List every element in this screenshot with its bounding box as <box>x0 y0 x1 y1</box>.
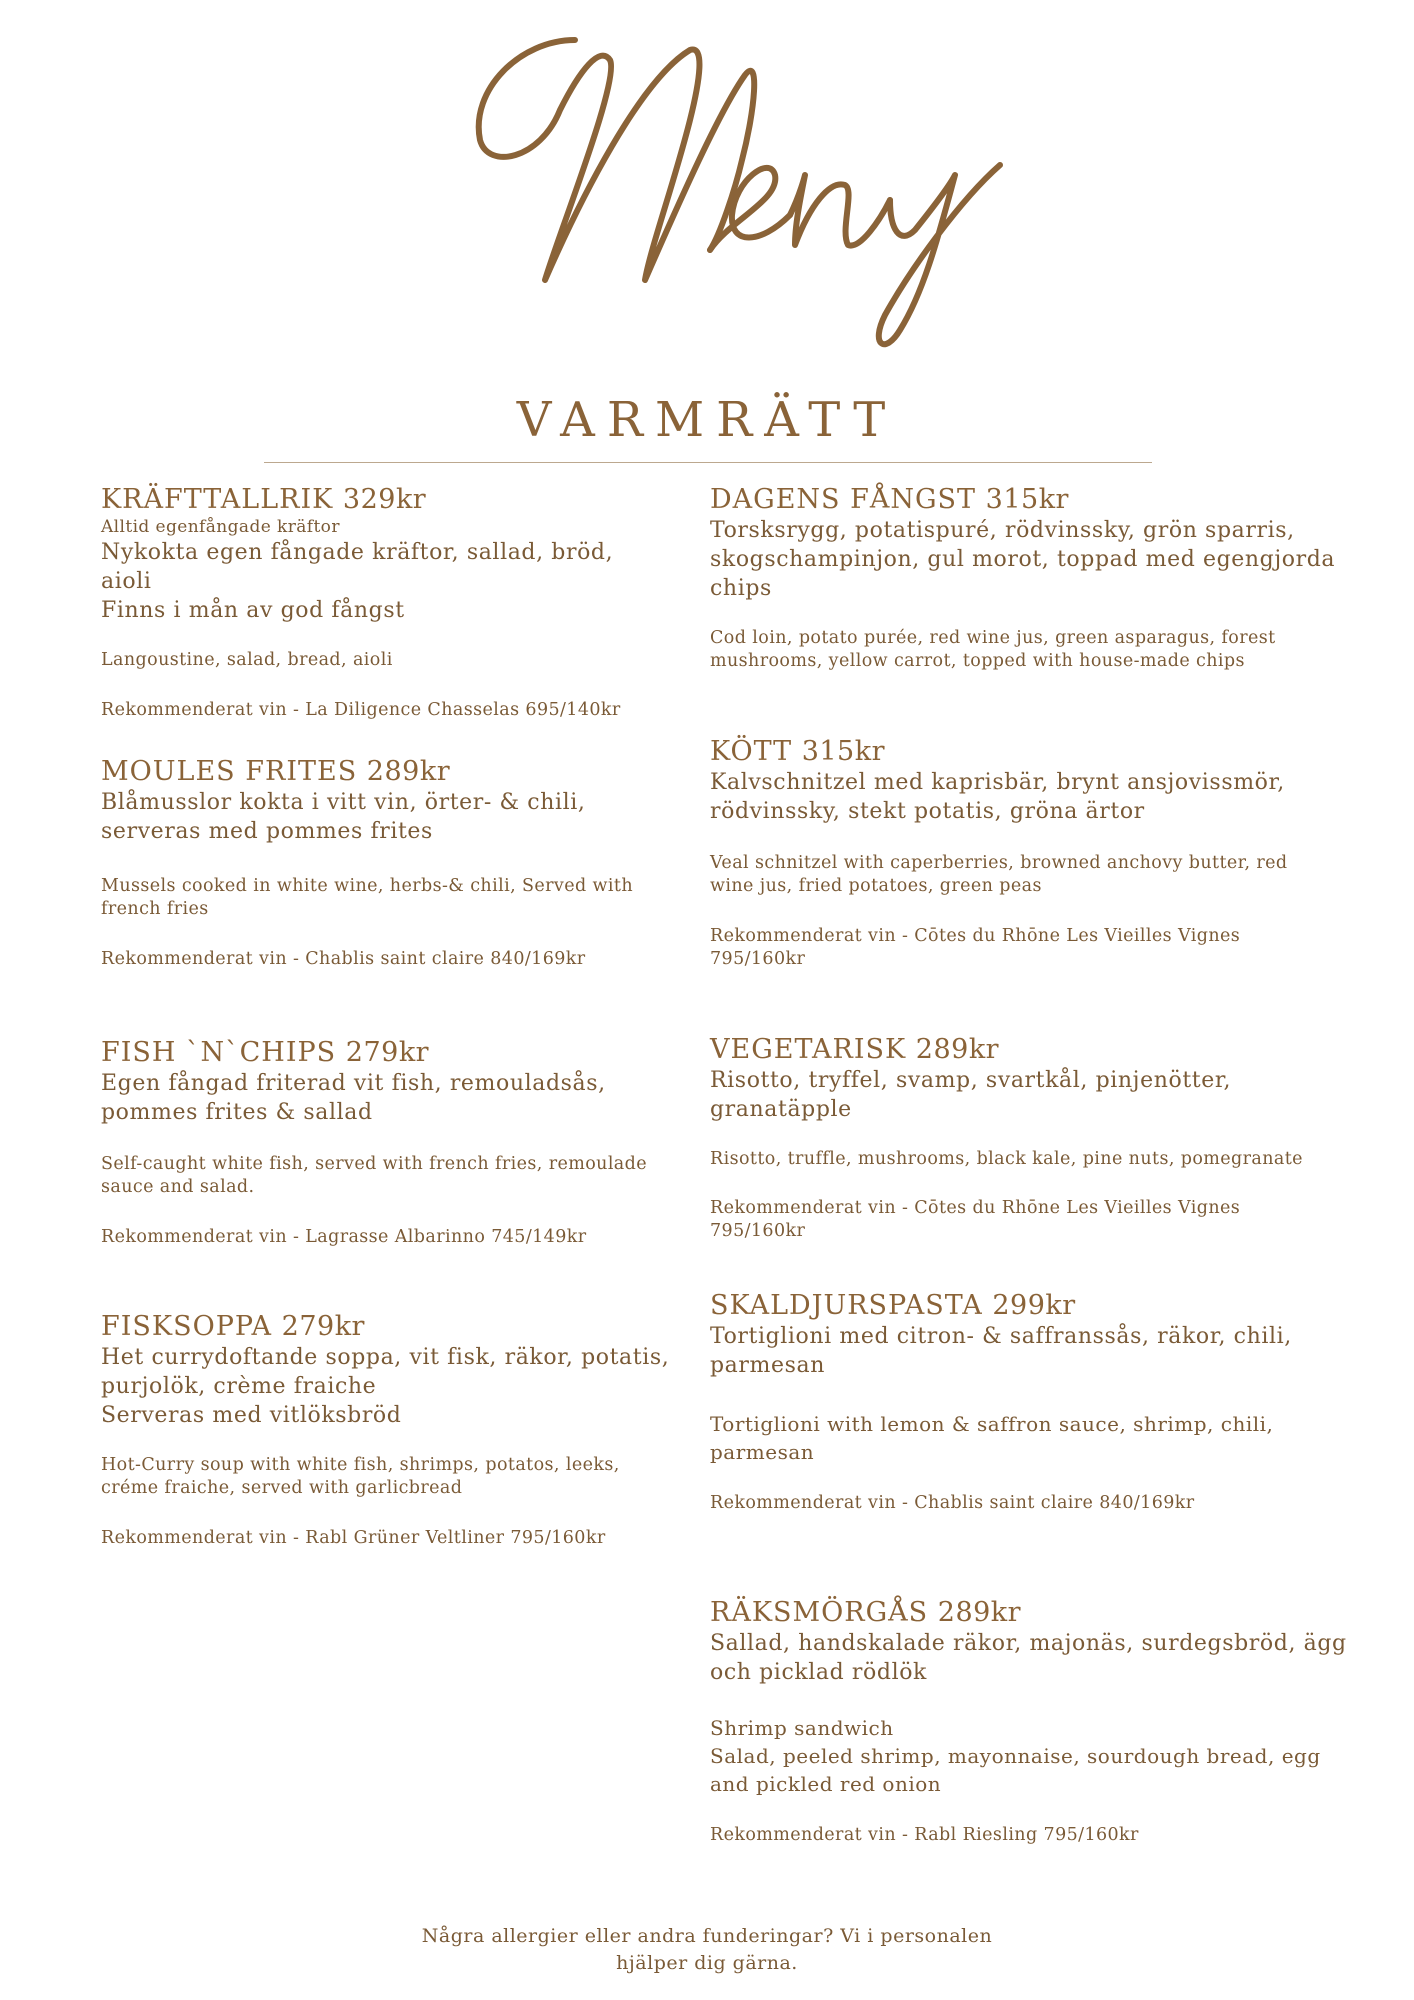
section-heading: VARMRÄTT <box>516 392 898 448</box>
item-wine: Rekommenderat vin - La Diligence Chasselas 695/140kr <box>101 700 621 720</box>
item-name: VEGETARISK <box>710 1034 907 1065</box>
item-description-en: Cod loin, potato purée, red wine jus, green asparagus, forest mushrooms, yellow carrot, topped with house-made chips <box>710 628 1276 671</box>
item-wine: Rekommenderat vin - Cōtes du Rhōne Les Vieilles Vignes 795/160kr <box>710 1198 1241 1241</box>
item-name: SKALDJURSPASTA <box>710 1290 983 1321</box>
meny-script-lettering <box>0 0 1414 380</box>
menu-item-raksmorgas <box>710 1597 1350 1847</box>
item-description-en: Mussels cooked in white wine, herbs-& chili, Served with french fries <box>101 876 634 919</box>
item-description-en: Shrimp sandwich Salad, peeled shrimp, mayonnaise, sourdough bread, egg and pickled red onion <box>710 1716 1321 1796</box>
item-description-sv: Tortiglioni med citron- & saffranssås, räkor, chili, parmesan <box>710 1324 1292 1378</box>
item-name: RÄKSMÖRGÅS <box>710 1597 929 1628</box>
item-name: KRÄFTTALLRIK <box>101 484 334 515</box>
menu-item-dagens-fangst <box>710 484 1350 673</box>
item-title <box>710 736 1350 768</box>
item-description-en: Self-caught white fish, served with french fries, remoulade sauce and salad. <box>101 1154 648 1197</box>
item-description-sv: Sallad, handskalade räkor, majonäs, surdegsbröd, ägg och picklad rödlök <box>710 1631 1347 1685</box>
item-name: FISH `N`CHIPS <box>101 1037 337 1068</box>
item-price: 279kr <box>345 1037 430 1068</box>
item-price: 279kr <box>281 1311 365 1342</box>
menu-item-skaldjurspasta <box>710 1290 1350 1515</box>
item-description-sv: Egen fångad friterad vit fish, remouladsås, pommes frites & sallad <box>101 1071 606 1125</box>
divider-rule <box>264 462 1152 463</box>
menu-item-krafttallrik <box>101 484 671 722</box>
item-note: Alltid egenfångade kräftor <box>101 517 340 537</box>
item-name: MOULES FRITES <box>101 756 358 787</box>
item-wine: Rekommenderat vin - Chablis saint claire 840/169kr <box>101 949 586 969</box>
item-description-sv: Torsksrygg, potatispuré, rödvinssky, grön sparris, skogschampinjon, gul morot, toppad med egengjorda chips <box>710 518 1336 601</box>
item-price: 289kr <box>937 1597 1022 1628</box>
item-title <box>710 1290 1350 1322</box>
menu-item-vegetarisk <box>710 1034 1350 1243</box>
item-title <box>710 484 1350 516</box>
item-title <box>710 1597 1350 1629</box>
item-wine: Rekommenderat vin - Chablis saint claire 840/169kr <box>710 1493 1195 1513</box>
item-description-sv: Risotto, tryffel, svamp, svartkål, pinjenötter, granatäpple <box>710 1068 1232 1122</box>
item-price: 299kr <box>992 1290 1076 1321</box>
item-description-sv: Blåmusslor kokta i vitt vin, örter- & chili, serveras med pommes frites <box>101 790 586 844</box>
menu-item-kott <box>710 736 1350 971</box>
item-description-en: Veal schnitzel with caperberries, browned anchovy butter, red wine jus, fried potatoes, green peas <box>710 853 1288 896</box>
item-price: 289kr <box>366 756 451 787</box>
menu-item-moules-frites <box>101 756 671 971</box>
item-description-en: Tortiglioni with lemon & saffron sauce, shrimp, chili, parmesan <box>710 1412 1274 1464</box>
item-description-en: Hot-Curry soup with white fish, shrimps, potatos, leeks, créme fraiche, served with garlicbread <box>101 1455 620 1498</box>
item-description-sv: Nykokta egen fångade kräftor, sallad, bröd, aioli Finns i mån av god fångst <box>101 540 614 623</box>
item-price: 315kr <box>801 736 886 767</box>
item-wine: Rekommenderat vin - Lagrasse Albarinno 745/149kr <box>101 1227 587 1247</box>
item-name: FISKSOPPA <box>101 1311 273 1342</box>
allergy-footer-note: Några allergier eller andra funderingar? Vi i personalen hjälper dig gärna. <box>421 1925 993 1974</box>
menu-item-fish-n-chips <box>101 1037 671 1249</box>
item-title <box>101 1037 671 1069</box>
menu-title-script <box>0 0 1414 380</box>
item-name: KÖTT <box>710 736 793 767</box>
item-description-en: Risotto, truffle, mushrooms, black kale, pine nuts, pomegranate <box>710 1149 1303 1169</box>
item-wine: Rekommenderat vin - Rabl Riesling 795/160kr <box>710 1825 1139 1845</box>
item-description-en: Langoustine, salad, bread, aioli <box>101 650 393 670</box>
item-title <box>101 756 671 788</box>
item-title <box>101 1311 671 1343</box>
menu-item-fisksoppa <box>101 1311 671 1550</box>
item-wine: Rekommenderat vin - Cōtes du Rhōne Les Vieilles Vignes 795/160kr <box>710 926 1241 969</box>
item-description-sv: Kalvschnitzel med kaprisbär, brynt ansjovissmör, rödvinssky, stekt potatis, gröna ärtor <box>710 770 1285 824</box>
item-wine: Rekommenderat vin - Rabl Grüner Veltliner 795/160kr <box>101 1528 606 1548</box>
item-title <box>710 1034 1350 1066</box>
item-description-sv: Het currydoftande soppa, vit fisk, räkor, potatis, purjolök, crème fraiche Serveras med vitlöksbröd <box>101 1345 670 1428</box>
item-price: 289kr <box>915 1034 1000 1065</box>
item-price: 329kr <box>342 484 427 515</box>
item-name: DAGENS FÅNGST <box>710 484 977 515</box>
item-title <box>101 484 671 516</box>
item-price: 315kr <box>985 484 1069 515</box>
